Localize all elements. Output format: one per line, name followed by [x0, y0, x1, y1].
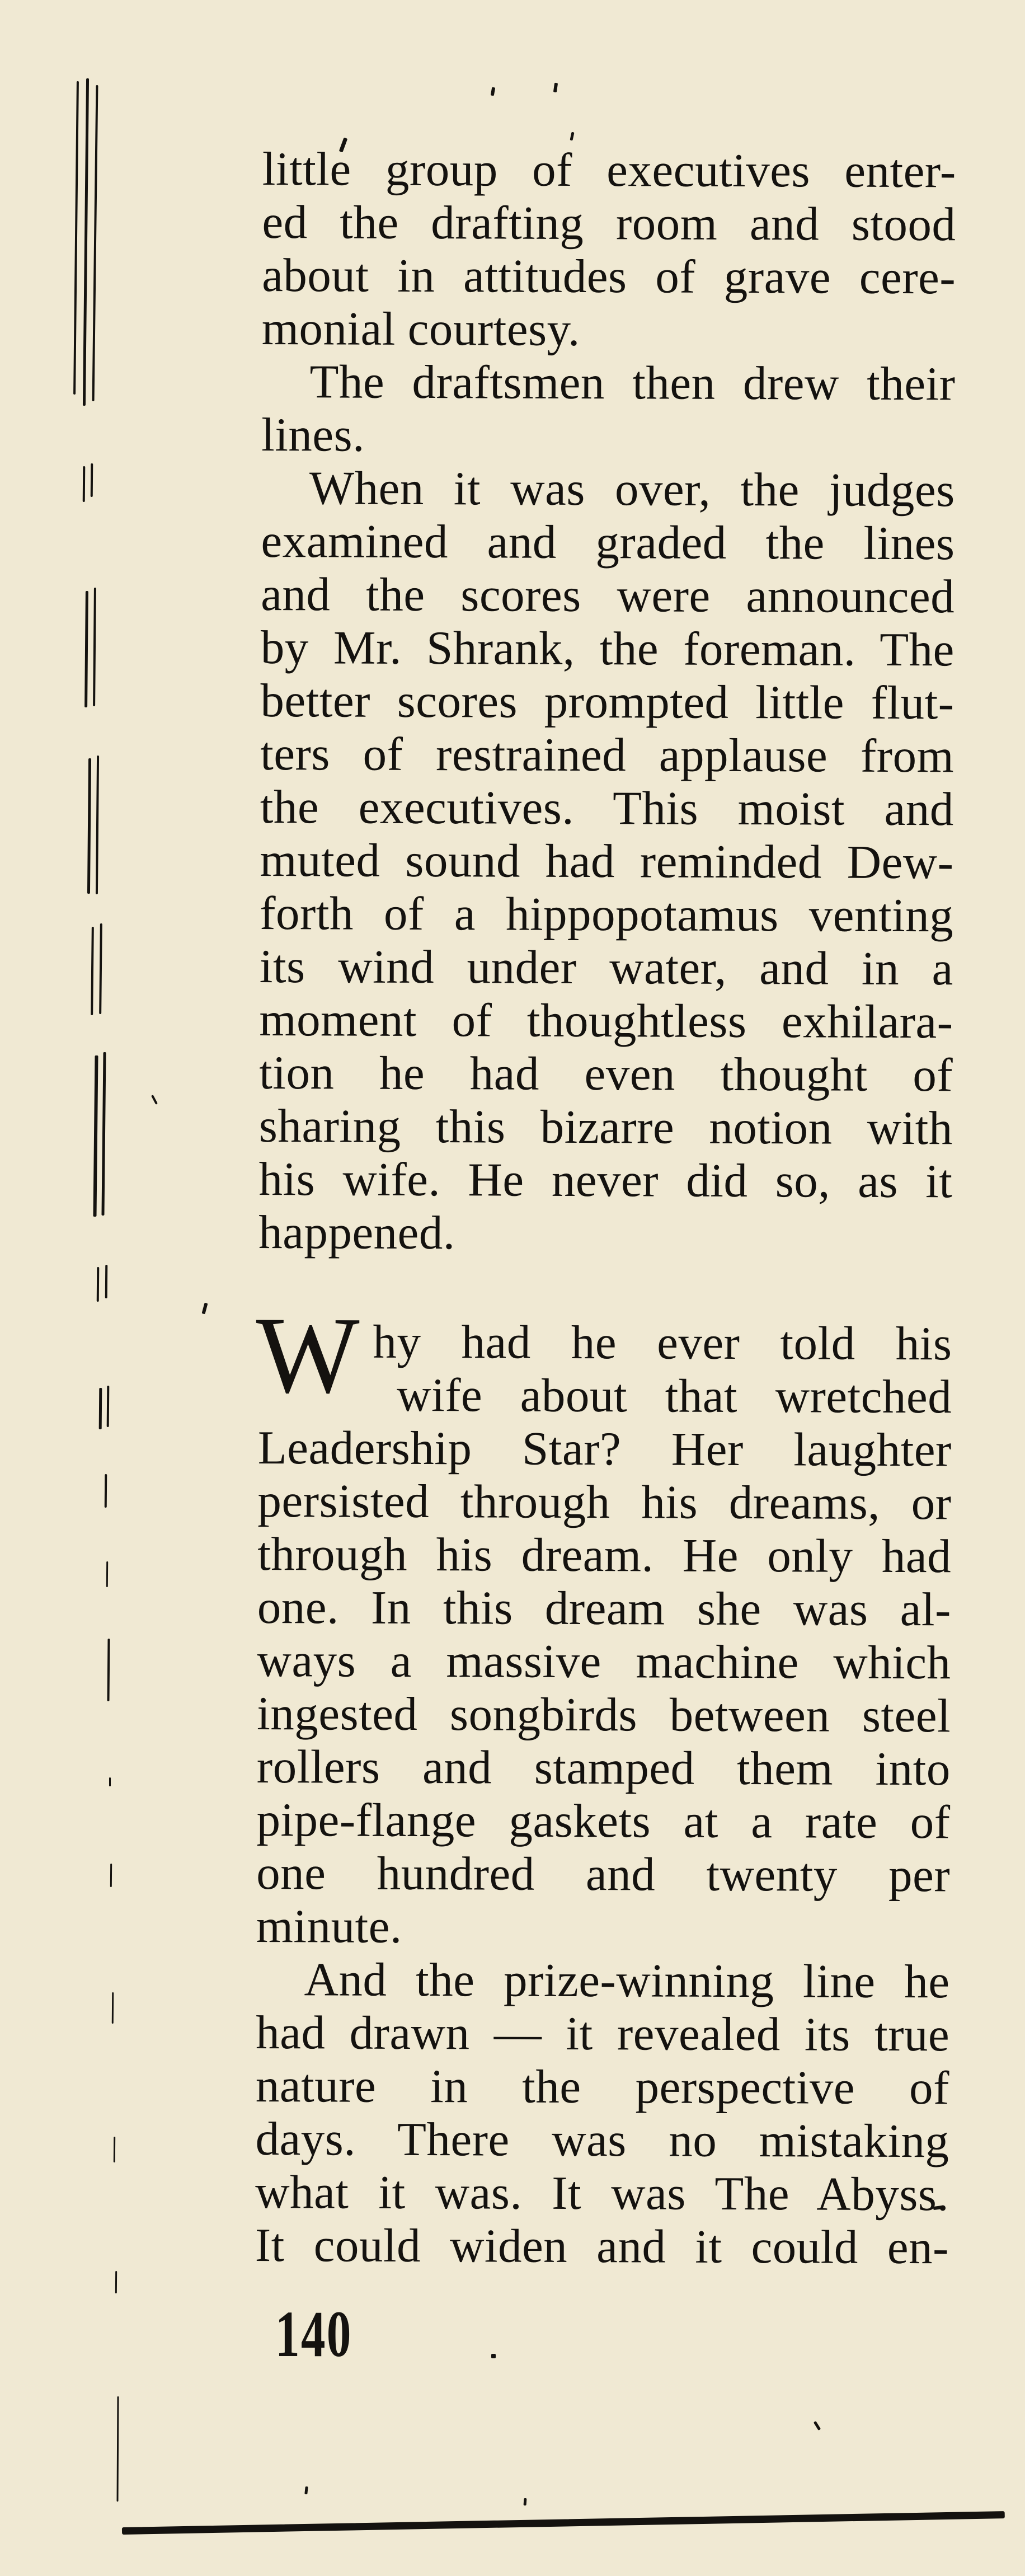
page-number: 140 [275, 2297, 352, 2371]
text-line: the executives. This moist and [260, 780, 955, 836]
binding-stroke [84, 591, 88, 707]
binding-stroke [105, 1265, 108, 1298]
ink-speck [491, 2354, 496, 2358]
binding-stroke [101, 1052, 106, 1216]
text-line: about in attitudes of grave cere- [262, 248, 956, 304]
text-line: happened. [258, 1205, 455, 1260]
text-line: The draftsmen then drew their [309, 355, 956, 411]
ink-speck [491, 87, 496, 96]
text-line: sharing this bizarre notion with [258, 1099, 953, 1155]
text-line: through his dream. He only had [257, 1527, 952, 1583]
text-line: pipe-flange gaskets at a rate of [256, 1793, 951, 1849]
text-line: by Mr. Shrank, the foreman. The [260, 621, 955, 677]
text-line: one. In this dream she was al- [257, 1580, 952, 1636]
binding-stroke [117, 2396, 119, 2502]
text-line: hy had he ever told his [373, 1315, 952, 1371]
binding-stroke [112, 1992, 114, 2024]
text-line: And the prize-winning line he [304, 1953, 950, 2009]
binding-stroke [107, 1639, 110, 1701]
text-line: Leadership Star? Her laughter [257, 1421, 952, 1477]
text-column [255, 143, 956, 2274]
text-line: When it was over, the judges [309, 462, 956, 517]
text-line: minute. [256, 1899, 402, 1953]
binding-stroke [91, 463, 93, 497]
binding-stroke [107, 1386, 110, 1427]
ink-speck [202, 1303, 208, 1315]
ink-speck [553, 83, 558, 93]
binding-stroke [87, 758, 91, 894]
paragraph [262, 143, 956, 358]
text-line: ters of restrained applause from [260, 727, 955, 783]
text-line: ways a massive machine which [257, 1634, 951, 1690]
binding-stroke [92, 85, 98, 401]
text-line: muted sound had reminded Dew- [260, 833, 954, 889]
ink-speck [524, 2498, 527, 2505]
binding-stroke [110, 1864, 112, 1887]
binding-stroke [97, 1267, 100, 1302]
binding-stroke [106, 1561, 108, 1587]
text-line: little group of executives enter- [262, 143, 956, 198]
text-line: had drawn — it revealed its true [256, 2006, 950, 2062]
binding-stroke [73, 81, 79, 395]
text-line: its wind under water, and in a [259, 940, 954, 996]
text-line: and the scores were announced [261, 567, 955, 623]
binding-stroke [105, 1474, 107, 1508]
text-line: tion he had even thought of [259, 1046, 953, 1102]
ink-speck [570, 132, 574, 141]
text-line: wife about that wretched [397, 1368, 952, 1424]
text-line: his wife. He never did so, as it [258, 1152, 953, 1208]
text-line: moment of thoughtless exhilara- [259, 993, 953, 1049]
ink-speck [814, 2421, 821, 2430]
binding-stroke [83, 78, 89, 406]
binding-stroke [99, 1388, 102, 1429]
binding-stroke [91, 927, 94, 1015]
paragraph [258, 462, 955, 1261]
paragraph [256, 1294, 952, 1955]
text-line: rollers and stamped them into [256, 1740, 951, 1796]
text-line: persisted through his dreams, or [257, 1474, 952, 1530]
drop-cap: W [256, 1294, 360, 1416]
ink-speck [304, 2486, 308, 2494]
text-line: lines. [261, 408, 365, 462]
text-line: days. There was no mistaking [255, 2112, 949, 2168]
text-line: examined and graded the lines [261, 514, 955, 570]
binding-stroke [109, 1777, 111, 1786]
binding-stroke [83, 466, 86, 502]
text-line: It could widen and it could en- [255, 2218, 949, 2274]
paragraph [255, 1953, 950, 2274]
text-line: ingested songbirds between steel [257, 1687, 951, 1743]
binding-stroke [93, 588, 96, 706]
binding-stroke [96, 756, 99, 894]
text-line: ed the drafting room and stood [262, 195, 956, 251]
binding-stroke [99, 923, 102, 1014]
paragraph [261, 355, 956, 464]
binding-stroke [93, 1055, 98, 1217]
binding-stroke [115, 2271, 117, 2293]
text-line: nature in the perspective of [255, 2059, 950, 2115]
binding-stroke [114, 2137, 115, 2162]
text-line: what it was. It was The Abyss. [255, 2165, 949, 2221]
text-line: one hundred and twenty per [256, 1846, 951, 1902]
text-line: better scores prompted little flut- [260, 674, 955, 730]
text-line: monial courtesy. [261, 302, 581, 356]
text-line: forth of a hippopotamus venting [260, 886, 954, 942]
ink-speck [151, 1095, 158, 1105]
